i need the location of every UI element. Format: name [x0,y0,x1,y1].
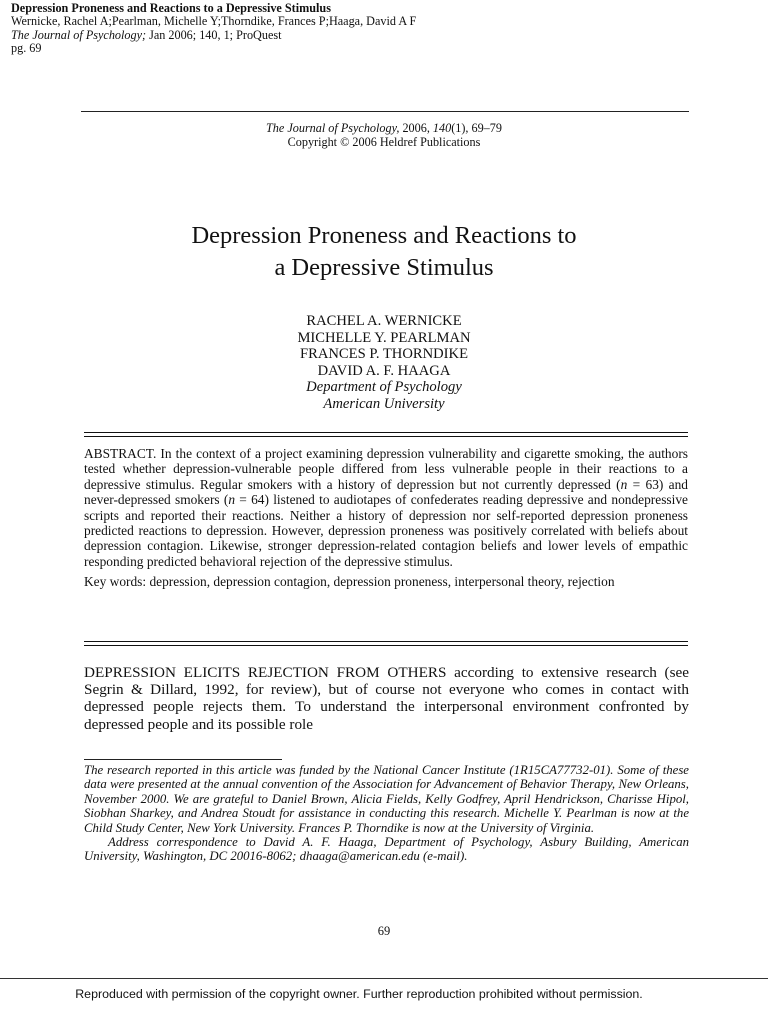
header-rule [81,111,689,112]
abstract-rule-top-2 [84,436,688,437]
footnote-funding: The research reported in this article was funded by the National Cancer Institute (1R15CA77732-01). Some of these data were presented at the annual convention of the Association for Advancement of Behavior Therapy, New Orleans, November 2000. We are grateful to Daniel Brown, Alicia Fields, Kelly Godfrey, April Hendrickson, Charisse Hipol, Siobhan Sharkey, and Andrea Stoudt for assistance in conducting this research. Michelle Y. Pearlman is now at the Child Study Center, New York University. Frances P. Thorndike is now at the University of Virginia. [84,763,689,835]
keywords: Key words: depression, depression contagion, depression proneness, interpersonal theory, rejection [84,574,615,590]
author-block [0,313,768,413]
body-continuation: according to extensive research (see Segrin & Dillard, 1992, for review), but of course not everyone who comes in contact with depressed people rejects them. To understand the interpersonal environment confronted by depressed people and its possible role [84,664,689,733]
reproduction-notice: Reproduced with permission of the copyright owner. Further reproduction prohibited without permission. [75,987,643,1001]
footnote-rule [84,759,282,760]
proquest-citation [11,2,416,56]
footnote [84,763,689,864]
journal-volume: 140 [432,121,452,135]
article-title [0,220,768,284]
journal-year: 2006, [399,121,433,135]
citation-authors: Wernicke, Rachel A;Pearlman, Michelle Y;Thorndike, Frances P;Haaga, David A F [11,14,417,29]
author-name: RACHEL A. WERNICKE [306,313,462,329]
abstract-part-2: = 63) and never-depressed smokers ( [84,476,689,508]
article-title-line-2: a Depressive Stimulus [274,254,494,281]
body-lead: DEPRESSION ELICITS REJECTION FROM OTHERS [84,664,447,681]
author-name: FRANCES P. THORNDIKE [300,346,468,363]
body-paragraph [84,664,689,733]
abstract [84,446,688,595]
abstract-part-1: ABSTRACT. In the context of a project examining depression vulnerability and cigarette smoking, the authors tested whether depression-vulnerable people differed from less vulnerable people in their reactions to a depressive stimulus. Regular smokers with a history of depression but not currently depressed ( [84,446,688,492]
sample-size-symbol: n [620,476,628,492]
page-number: 69 [377,924,391,938]
article-title-line-1: Depression Proneness and Reactions to [191,222,577,249]
citation-title: Depression Proneness and Reactions to a Depressive Stimulus [11,1,331,15]
citation-source [11,29,416,42]
journal-copyright: Copyright © 2006 Heldref Publications [287,135,481,150]
journal-header [0,121,768,150]
author-name: MICHELLE Y. PEARLMAN [297,329,471,346]
author-department: Department of Psychology [306,379,462,396]
journal-name: The Journal of Psychology, [266,121,400,135]
abstract-rule-top-1 [84,432,688,433]
abstract-rule-bottom-1 [84,641,688,642]
abstract-part-3: = 64) listened to audiotapes of confederates reading depressive and nondepressive scripts and reported their reactions. Neither a history of depression nor self-reported depression proneness predicted reactions to depression. However, depression proneness was positively correlated with beliefs about depression contagion. Likewise, stronger depression-related contagion beliefs and lower levels of empathic responding predicted behavioral rejection of the depressive stimulus. [84,492,688,569]
author-university: American University [323,395,445,412]
journal-citation [0,121,768,135]
citation-journal: The Journal of Psychology; [11,27,147,42]
sample-size-symbol: n [228,492,236,508]
citation-issue: Jan 2006; 140, 1; ProQuest [146,27,282,42]
author-name: DAVID A. F. HAAGA [317,362,451,379]
citation-page: pg. 69 [11,41,42,56]
body-text [84,664,689,733]
abstract-text [84,446,688,569]
footer-rule [0,978,768,979]
abstract-rule-bottom-2 [84,645,688,646]
journal-issue-pages: (1), 69–79 [451,121,502,135]
footnote-correspondence: Address correspondence to David A. F. Haaga, Department of Psychology, Asbury Building, American University, Washington, DC 20016-8062; dhaaga@american.edu (e-mail). [84,835,689,864]
